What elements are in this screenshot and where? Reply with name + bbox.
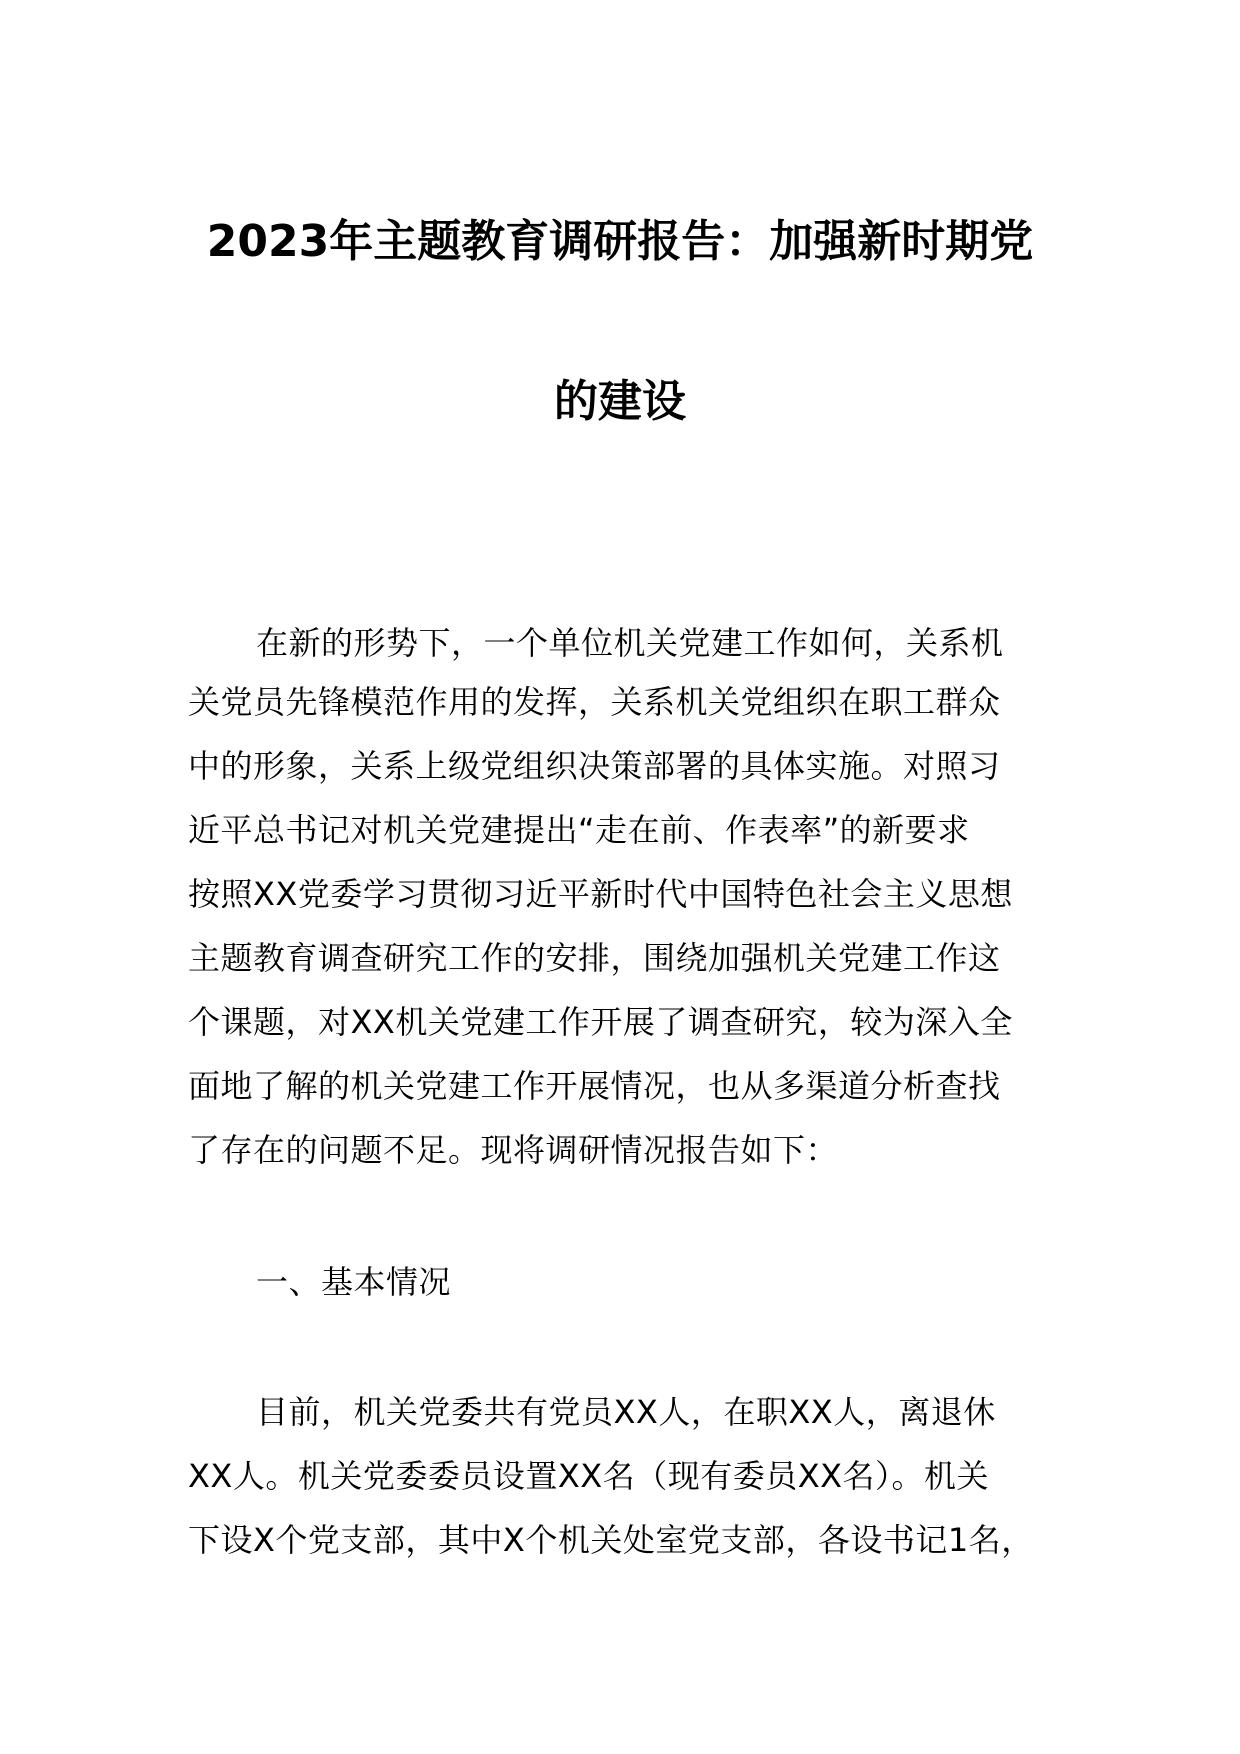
- paragraph-line: XX人。机关党委委员设置XX名（现有委员XX名）。机关: [188, 1457, 990, 1495]
- document-title-line-2: 的建设: [554, 376, 686, 427]
- paragraph-line: 面地了解的机关党建工作开展情况，也从多渠道分析查找: [188, 1067, 1001, 1105]
- paragraph-line: 近平总书记对机关党建提出“走在前、作表率”的新要求: [188, 811, 970, 849]
- paragraph-line: 按照XX党委学习贯彻习近平新时代中国特色社会主义思想: [188, 875, 1013, 913]
- paragraph-line: 主题教育调查研究工作的安排，围绕加强机关党建工作这: [188, 939, 1001, 977]
- paragraph-line: 中的形象，关系上级党组织决策部署的具体实施。对照习: [188, 747, 1001, 785]
- paragraph-line: 关党员先锋模范作用的发挥，关系机关党组织在职工群众: [188, 683, 1001, 721]
- section-heading: 一、基本情况: [256, 1263, 452, 1301]
- paragraph-line: 目前，机关党委共有党员XX人，在职XX人，离退休: [256, 1393, 996, 1431]
- paragraph-line: 下设X个党支部，其中X个机关处室党支部，各设书记1名，: [188, 1521, 1034, 1559]
- paragraph-line: 了存在的问题不足。现将调研情况报告如下：: [188, 1131, 839, 1169]
- paragraph-line: 个课题，对XX机关党建工作开展了调查研究，较为深入全: [188, 1003, 1013, 1041]
- paragraph-line: 在新的形势下，一个单位机关党建工作如何，关系机: [256, 624, 1004, 662]
- document-title-line-1: 2023年主题教育调研报告：加强新时期党: [206, 216, 1034, 267]
